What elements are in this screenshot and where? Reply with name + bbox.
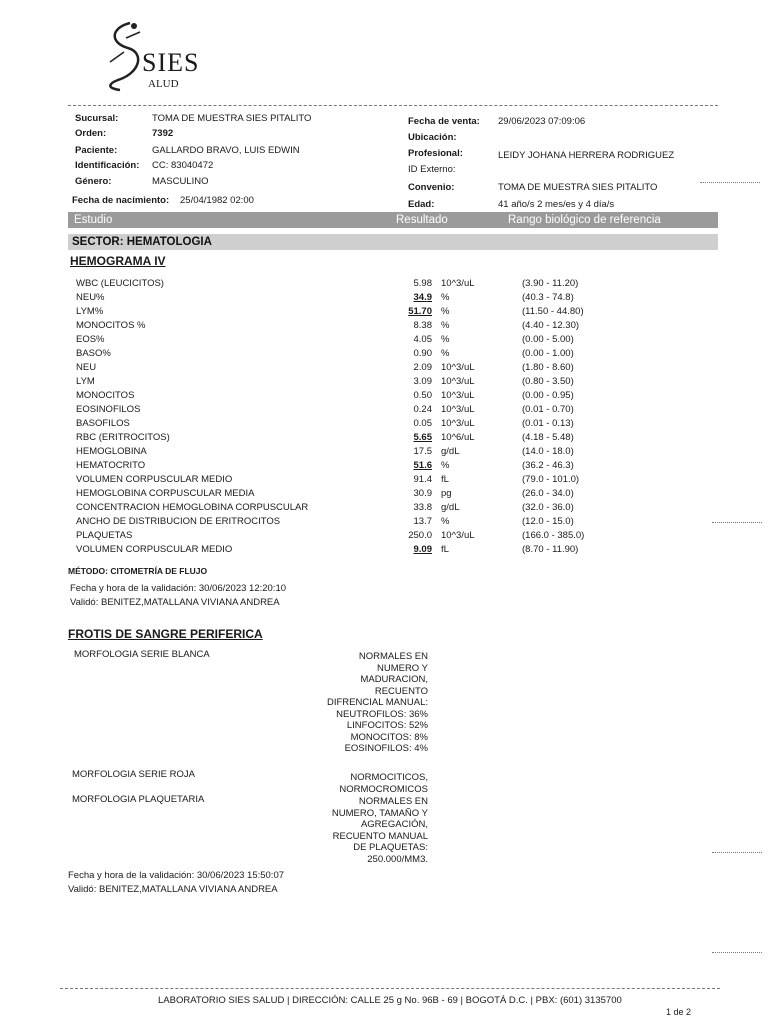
sucursal-value: TOMA DE MUESTRA SIES PITALITO	[152, 113, 312, 124]
test-unit: 10^3/uL	[441, 278, 475, 289]
test-unit: g/dL	[441, 446, 460, 457]
test-unit: %	[441, 306, 450, 317]
result-line: NORMOCROMICOS	[339, 783, 428, 795]
test-unit: 10^3/uL	[441, 390, 475, 401]
convenio-label: Convenio:	[408, 182, 455, 193]
result-line: AGREGACIÓN,	[360, 819, 428, 830]
table-header-bar	[68, 212, 718, 228]
scan-mark	[712, 952, 762, 953]
fecha-venta-label: Fecha de venta:	[408, 116, 480, 127]
test-value: 2.09	[413, 362, 432, 373]
frotis-valido: Validó: BENITEZ,MATALLANA VIVIANA ANDREA	[68, 884, 278, 895]
test-unit: %	[441, 320, 450, 331]
result-line: NEUTROFILOS: 36%	[336, 708, 428, 720]
morfologia-roja-result	[300, 772, 428, 795]
table-row	[76, 516, 676, 530]
table-row	[76, 460, 676, 474]
test-range: (8.70 - 11.90)	[522, 544, 579, 555]
genero-value: MASCULINO	[152, 176, 209, 187]
table-row	[76, 418, 676, 432]
hemograma-title: HEMOGRAMA IV	[70, 254, 166, 268]
test-unit: pg	[441, 488, 452, 499]
test-name: EOSINOFILOS	[76, 404, 141, 415]
morfologia-roja-label: MORFOLOGIA SERIE ROJA	[72, 769, 195, 780]
frotis-validacion: Fecha y hora de la validación: 30/06/2023 15:50:07	[68, 870, 285, 881]
test-name: VOLUMEN CORPUSCULAR MEDIO	[76, 474, 233, 485]
convenio-value: TOMA DE MUESTRA SIES PITALITO	[498, 182, 658, 193]
test-range: (40.3 - 74.8)	[522, 292, 574, 303]
test-unit: g/dL	[441, 502, 460, 513]
test-range: (79.0 - 101.0)	[522, 474, 580, 485]
test-unit: fL	[441, 544, 449, 555]
edad-label: Edad:	[408, 199, 435, 210]
test-range: (36.2 - 46.3)	[522, 460, 574, 471]
morfologia-blanca-result	[300, 651, 428, 755]
test-value: 3.09	[413, 376, 432, 387]
hemograma-valido: Validó: BENITEZ,MATALLANA VIVIANA ANDREA	[70, 597, 280, 608]
fecha-venta-value: 29/06/2023 07:09:06	[498, 116, 586, 127]
table-row	[76, 278, 676, 292]
profesional-label: Profesional:	[408, 148, 463, 159]
test-unit: 10^3/uL	[441, 418, 475, 429]
test-value: 91.4	[413, 474, 432, 485]
test-range: (3.90 - 11.20)	[522, 278, 579, 289]
result-line: MADURACION,	[360, 674, 428, 685]
table-row	[76, 488, 676, 502]
test-range: (0.80 - 3.50)	[522, 376, 574, 387]
test-value: 0.50	[413, 390, 432, 401]
test-value: 34.9	[413, 292, 432, 303]
test-name: BASO%	[76, 348, 111, 359]
test-name: CONCENTRACION HEMOGLOBINA CORPUSCULAR	[76, 502, 309, 513]
id-externo-label: ID Externo:	[408, 164, 456, 175]
result-line: 250.000/MM3.	[367, 853, 428, 865]
result-line: NUMERO, TAMAÑO Y	[331, 807, 428, 819]
sector-title: SECTOR: HEMATOLOGIA	[72, 236, 212, 248]
footer-text: LABORATORIO SIES SALUD | DIRECCIÓN: CALLE 25 g No. 96B - 69 | BOGOTÁ D.C. | PBX: (601) 3135700	[158, 995, 622, 1006]
ubicacion-label: Ubicación:	[408, 132, 457, 143]
test-value: 9.09	[413, 544, 432, 555]
test-value: 5.98	[413, 278, 432, 289]
table-row	[76, 306, 676, 320]
result-line: DE PLAQUETAS:	[353, 842, 428, 853]
test-name: HEMOGLOBINA CORPUSCULAR MEDIA	[76, 488, 255, 499]
result-line: NORMOCITICOS,	[350, 772, 428, 783]
test-value: 51.6	[413, 460, 432, 471]
test-name: LYM	[76, 376, 95, 387]
table-row	[76, 376, 676, 390]
nacimiento-label: Fecha de nacimiento:	[72, 195, 170, 206]
scan-mark	[712, 522, 762, 523]
identificacion-label: Identificación:	[75, 160, 140, 171]
table-row	[76, 362, 676, 376]
result-line: LINFOCITOS: 52%	[346, 720, 428, 731]
table-row	[76, 544, 676, 558]
table-row	[76, 404, 676, 418]
result-line: NORMALES EN	[358, 796, 428, 807]
test-range: (0.00 - 5.00)	[522, 334, 574, 345]
test-unit: 10^6/uL	[441, 432, 475, 443]
test-range: (4.40 - 12.30)	[522, 320, 580, 331]
result-line: DIFRENCIAL MANUAL:	[327, 697, 428, 708]
morfologia-plaquetaria-label: MORFOLOGIA PLAQUETARIA	[72, 794, 205, 805]
test-name: RBC (ERITROCITOS)	[76, 432, 170, 443]
table-row	[76, 474, 676, 488]
test-name: HEMATOCRITO	[76, 460, 146, 471]
test-unit: 10^3/uL	[441, 404, 475, 415]
table-row	[76, 320, 676, 334]
test-unit: %	[441, 460, 450, 471]
test-range: (0.00 - 0.95)	[522, 390, 574, 401]
test-name: EOS%	[76, 334, 105, 345]
footer-divider	[60, 988, 720, 989]
genero-label: Género:	[75, 176, 112, 187]
header-resultado: Resultado	[396, 214, 448, 226]
test-value: 30.9	[413, 488, 432, 499]
test-value: 17.5	[413, 446, 432, 457]
test-unit: %	[441, 292, 450, 303]
test-value: 4.05	[413, 334, 432, 345]
result-line: RECUENTO MANUAL	[332, 830, 428, 842]
test-unit: 10^3/uL	[441, 376, 475, 387]
test-unit: %	[441, 348, 450, 359]
test-value: 5.65	[413, 432, 432, 443]
test-name: NEU%	[76, 292, 105, 303]
test-name: HEMOGLOBINA	[76, 446, 147, 457]
table-row	[76, 530, 676, 544]
test-range: (166.0 - 385.0)	[522, 530, 585, 541]
result-line: RECUENTO	[374, 685, 428, 697]
test-range: (0.01 - 0.13)	[522, 418, 574, 429]
result-line: NUMERO Y	[376, 662, 428, 674]
page-number: 1 de 2	[666, 1007, 692, 1017]
paciente-value: GALLARDO BRAVO, LUIS EDWIN	[152, 145, 300, 156]
header-rango: Rango biológico de referencia	[508, 214, 661, 226]
test-unit: 10^3/uL	[441, 530, 475, 541]
orden-value: 7392	[152, 128, 174, 139]
scan-mark	[712, 852, 762, 853]
orden-label: Orden:	[75, 128, 107, 139]
test-unit: 10^3/uL	[441, 362, 475, 373]
logo-main-text: SIES	[142, 48, 200, 77]
table-row	[76, 348, 676, 362]
test-range: (4.18 - 5.48)	[522, 432, 574, 443]
result-line: NORMALES EN	[358, 651, 428, 662]
profesional-value: LEIDY JOHANA HERRERA RODRIGUEZ	[498, 150, 675, 161]
sucursal-label: Sucursal:	[75, 113, 119, 124]
identificacion-value: CC: 83040472	[152, 160, 214, 171]
test-value: 33.8	[413, 502, 432, 513]
table-row	[76, 432, 676, 446]
header-estudio: Estudio	[74, 214, 113, 226]
test-value: 51.70	[408, 306, 432, 317]
test-name: PLAQUETAS	[76, 530, 133, 541]
test-name: WBC (LEUCICITOS)	[76, 278, 164, 289]
test-value: 8.38	[413, 320, 432, 331]
test-unit: %	[441, 334, 450, 345]
table-row	[76, 502, 676, 516]
metodo-text: MÉTODO: CITOMETRÍA DE FLUJO	[68, 566, 208, 576]
sector-bar	[68, 234, 718, 250]
test-name: MONOCITOS %	[76, 320, 146, 331]
test-range: (1.80 - 8.60)	[522, 362, 574, 373]
test-range: (0.01 - 0.70)	[522, 404, 574, 415]
frotis-title: FROTIS DE SANGRE PERIFERICA	[68, 627, 263, 641]
logo-sub-text: ALUD	[148, 78, 179, 90]
table-row	[76, 390, 676, 404]
header-divider	[68, 105, 718, 106]
test-name: MONOCITOS	[76, 390, 135, 401]
test-range: (0.00 - 1.00)	[522, 348, 574, 359]
test-unit: fL	[441, 474, 449, 485]
test-name: LYM%	[76, 306, 104, 317]
table-row	[76, 334, 676, 348]
edad-value: 41 año/s 2 mes/es y 4 día/s	[498, 199, 615, 210]
nacimiento-value: 25/04/1982 02:00	[180, 195, 254, 206]
test-value: 13.7	[413, 516, 432, 527]
test-name: BASOFILOS	[76, 418, 130, 429]
table-row	[76, 446, 676, 460]
test-range: (32.0 - 36.0)	[522, 502, 574, 513]
table-row	[76, 292, 676, 306]
test-name: ANCHO DE DISTRIBUCION DE ERITROCITOS	[76, 516, 281, 527]
test-range: (14.0 - 18.0)	[522, 446, 574, 457]
test-name: VOLUMEN CORPUSCULAR MEDIO	[76, 544, 233, 555]
test-range: (12.0 - 15.0)	[522, 516, 574, 527]
test-name: NEU	[76, 362, 97, 373]
test-range: (26.0 - 34.0)	[522, 488, 574, 499]
paciente-label: Paciente:	[75, 145, 118, 156]
test-range: (11.50 - 44.80)	[522, 306, 584, 317]
logo	[100, 18, 200, 98]
morfologia-blanca-label: MORFOLOGIA SERIE BLANCA	[74, 649, 210, 660]
test-unit: %	[441, 516, 450, 527]
result-line: MONOCITOS: 8%	[350, 731, 428, 743]
morfologia-plaquetaria-result	[300, 796, 428, 865]
result-line: EOSINOFILOS: 4%	[344, 743, 428, 754]
hemograma-validacion: Fecha y hora de la validación: 30/06/2023 12:20:10	[70, 583, 287, 594]
test-value: 0.24	[413, 404, 432, 415]
test-value: 0.05	[413, 418, 432, 429]
scan-mark	[700, 182, 760, 183]
test-value: 250.0	[408, 530, 432, 541]
test-value: 0.90	[413, 348, 432, 359]
